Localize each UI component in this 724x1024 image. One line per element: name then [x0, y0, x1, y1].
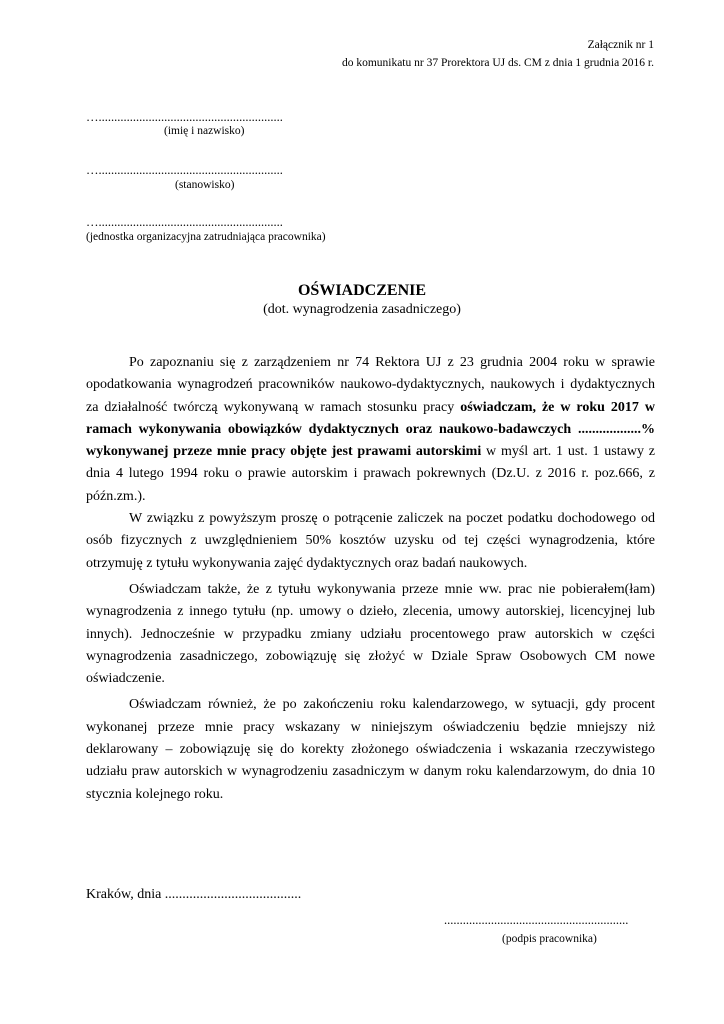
signature-line[interactable]: ........................................................... [444, 913, 629, 927]
statement-body [86, 352, 655, 806]
position-field-line[interactable]: …........................................................... [86, 163, 283, 177]
document-subtitle: (dot. wynagrodzenia zasadniczego) [263, 302, 461, 317]
paragraph-1 [86, 352, 655, 508]
attachment-number: Załącznik nr 1 [587, 39, 654, 51]
paragraph-3: Oświadczam także, że z tytułu wykonywania przeze mnie ww. prac nie pobierałem(łam) wynagrodzenia z innego tytułu (np. umowy o dzieło, zlecenia, umowy autorskiej, licencyjnej lub innych). Jednocześnie w przypadku zmiany udziału procentowego praw autorskich w części wynagrodzenia zasadniczego, zobowiązuję się złożyć w Dziale Spraw Osobowych CM nowe oświadczenie. [86, 581, 655, 687]
place-date-field[interactable]: Kraków, dnia ....................................... [86, 887, 302, 902]
paragraph-1-legal-basis: w myśl art. 1 ust. 1 ustawy z dnia 4 lutego 1994 roku o prawie autorskim i prawach pokrewnych (Dz.U. z 2016 r. poz.666, z późn.zm.). [86, 444, 655, 504]
unit-field-label: (jednostka organizacyjna zatrudniająca pracownika) [86, 231, 326, 243]
paragraph-4: Oświadczam również, że po zakończeniu roku kalendarzowego, w sytuacji, gdy procent wykonanej przeze mnie pracy wskazany w niniejszym oświadczeniu będzie mniejszy niż deklarowany – zobowiązuję się do korekty złożonego oświadczenia i wskazania rzeczywistego udziału praw autorskich w wynagrodzeniu zasadniczym w danym roku kalendarzowym, do dnia 10 stycznia kolejnego roku. [86, 697, 655, 802]
attachment-reference: do komunikatu nr 37 Prorektora UJ ds. CM z dnia 1 grudnia 2016 r. [341, 57, 654, 69]
position-field-label: (stanowisko) [175, 179, 235, 191]
unit-field-line[interactable]: …........................................................... [86, 215, 283, 229]
signature-label: (podpis pracownika) [502, 933, 597, 945]
document-title: OŚWIADCZENIE [297, 282, 427, 299]
name-field-line[interactable]: …........................................................... [86, 110, 283, 124]
paragraph-2: W związku z powyższym proszę o potrącenie zaliczek na poczet podatku dochodowego od osób fizycznych z uwzględnieniem 50% kosztów uzysku od tej części wynagrodzenia, które otrzymuję z tytułu wykonywania zajęć dydaktycznych oraz badań naukowych. [86, 511, 655, 571]
name-field-label: (imię i nazwisko) [164, 125, 245, 137]
paragraph-1-declaration: oświadczam, że w roku 2017 w ramach wykonywania obowiązków dydaktycznych oraz naukowo-badawczych ..................% wykonywanej przeze mnie pracy objęte jest prawami autorskimi [86, 399, 655, 460]
paragraph-1-intro: Po zapoznaniu się z zarządzeniem nr 74 Rektora UJ z 23 grudnia 2004 roku w sprawie opodatkowania wynagrodzeń pracowników naukowo-dydaktycznych, naukowych i dydaktycznych za działalność twórczą wykonywaną w ramach stosunku pracy [86, 355, 655, 415]
